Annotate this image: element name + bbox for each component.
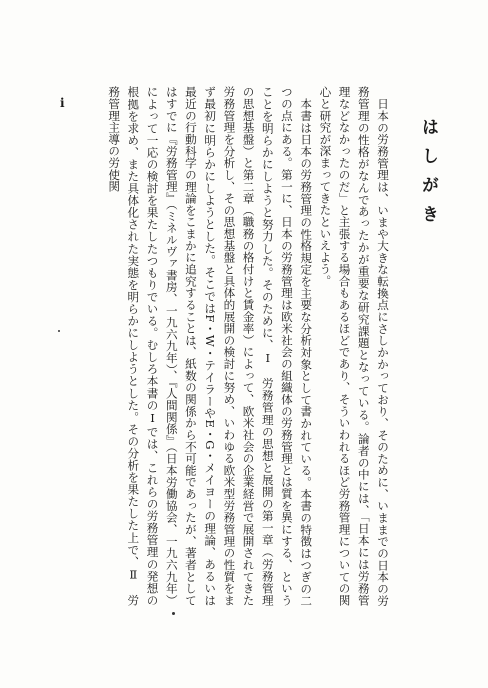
paragraph-2: 本書は日本の労務管理の性格規定を主要な分析対象として書かれている。本書の特徴はつぎの二つの点にある。第一に、日本の労務管理は欧米社会の組織体の労務管理とは質を異にする、ということを明らかにしようと努力した。そのために、Ⅰ 労務管理の思想と展開の第一章（労務管理の思想基盤）と第二章（職務の格付けと賃金率）によって、欧米社会の企業経営で展開されてきた労務管理を分析し、その思想基盤と具体的展開の検討に努め、いわゆる欧米型労務管理の性質をまず最初に明らかにしようとした。そこではF・W・テイラーやE・G・メイヨーの理論、あるいは最近の行動科学の理論をこまかに追究することは、紙数の関係から不可能であったが、著者としてはすでに『労務管理』（ミネルヴァ書房、一九六九年）、『人間関係』（日本労働協会、一九六九年）によって一応の検討を果たしたつもりでいる。むしろ本書のⅠでは、これらの労務管理の発想の根拠を求め、また具体化された実態を明らかにしようとした。その分析を果たした上で、Ⅱ 労務管理主導の労使関	[107, 86, 314, 606]
preface-heading: はしがき	[418, 118, 438, 234]
preface-body	[72, 86, 392, 606]
print-speck	[58, 330, 60, 332]
print-speck	[172, 612, 175, 615]
paragraph-1: 日本の労務管理は、いまや大きな転換点にさしかかっており、そのために、いままでの日本の労務管理の性格がなんであったかが重要な研究課題となっている。論者の中には、「日本には労務管理などなかったのだ」と主張する場合もあるほどであり、そういわれるほど労務管理についての関心と研究が深まってきたといえよう。	[318, 86, 390, 606]
page-number: i	[60, 96, 65, 110]
